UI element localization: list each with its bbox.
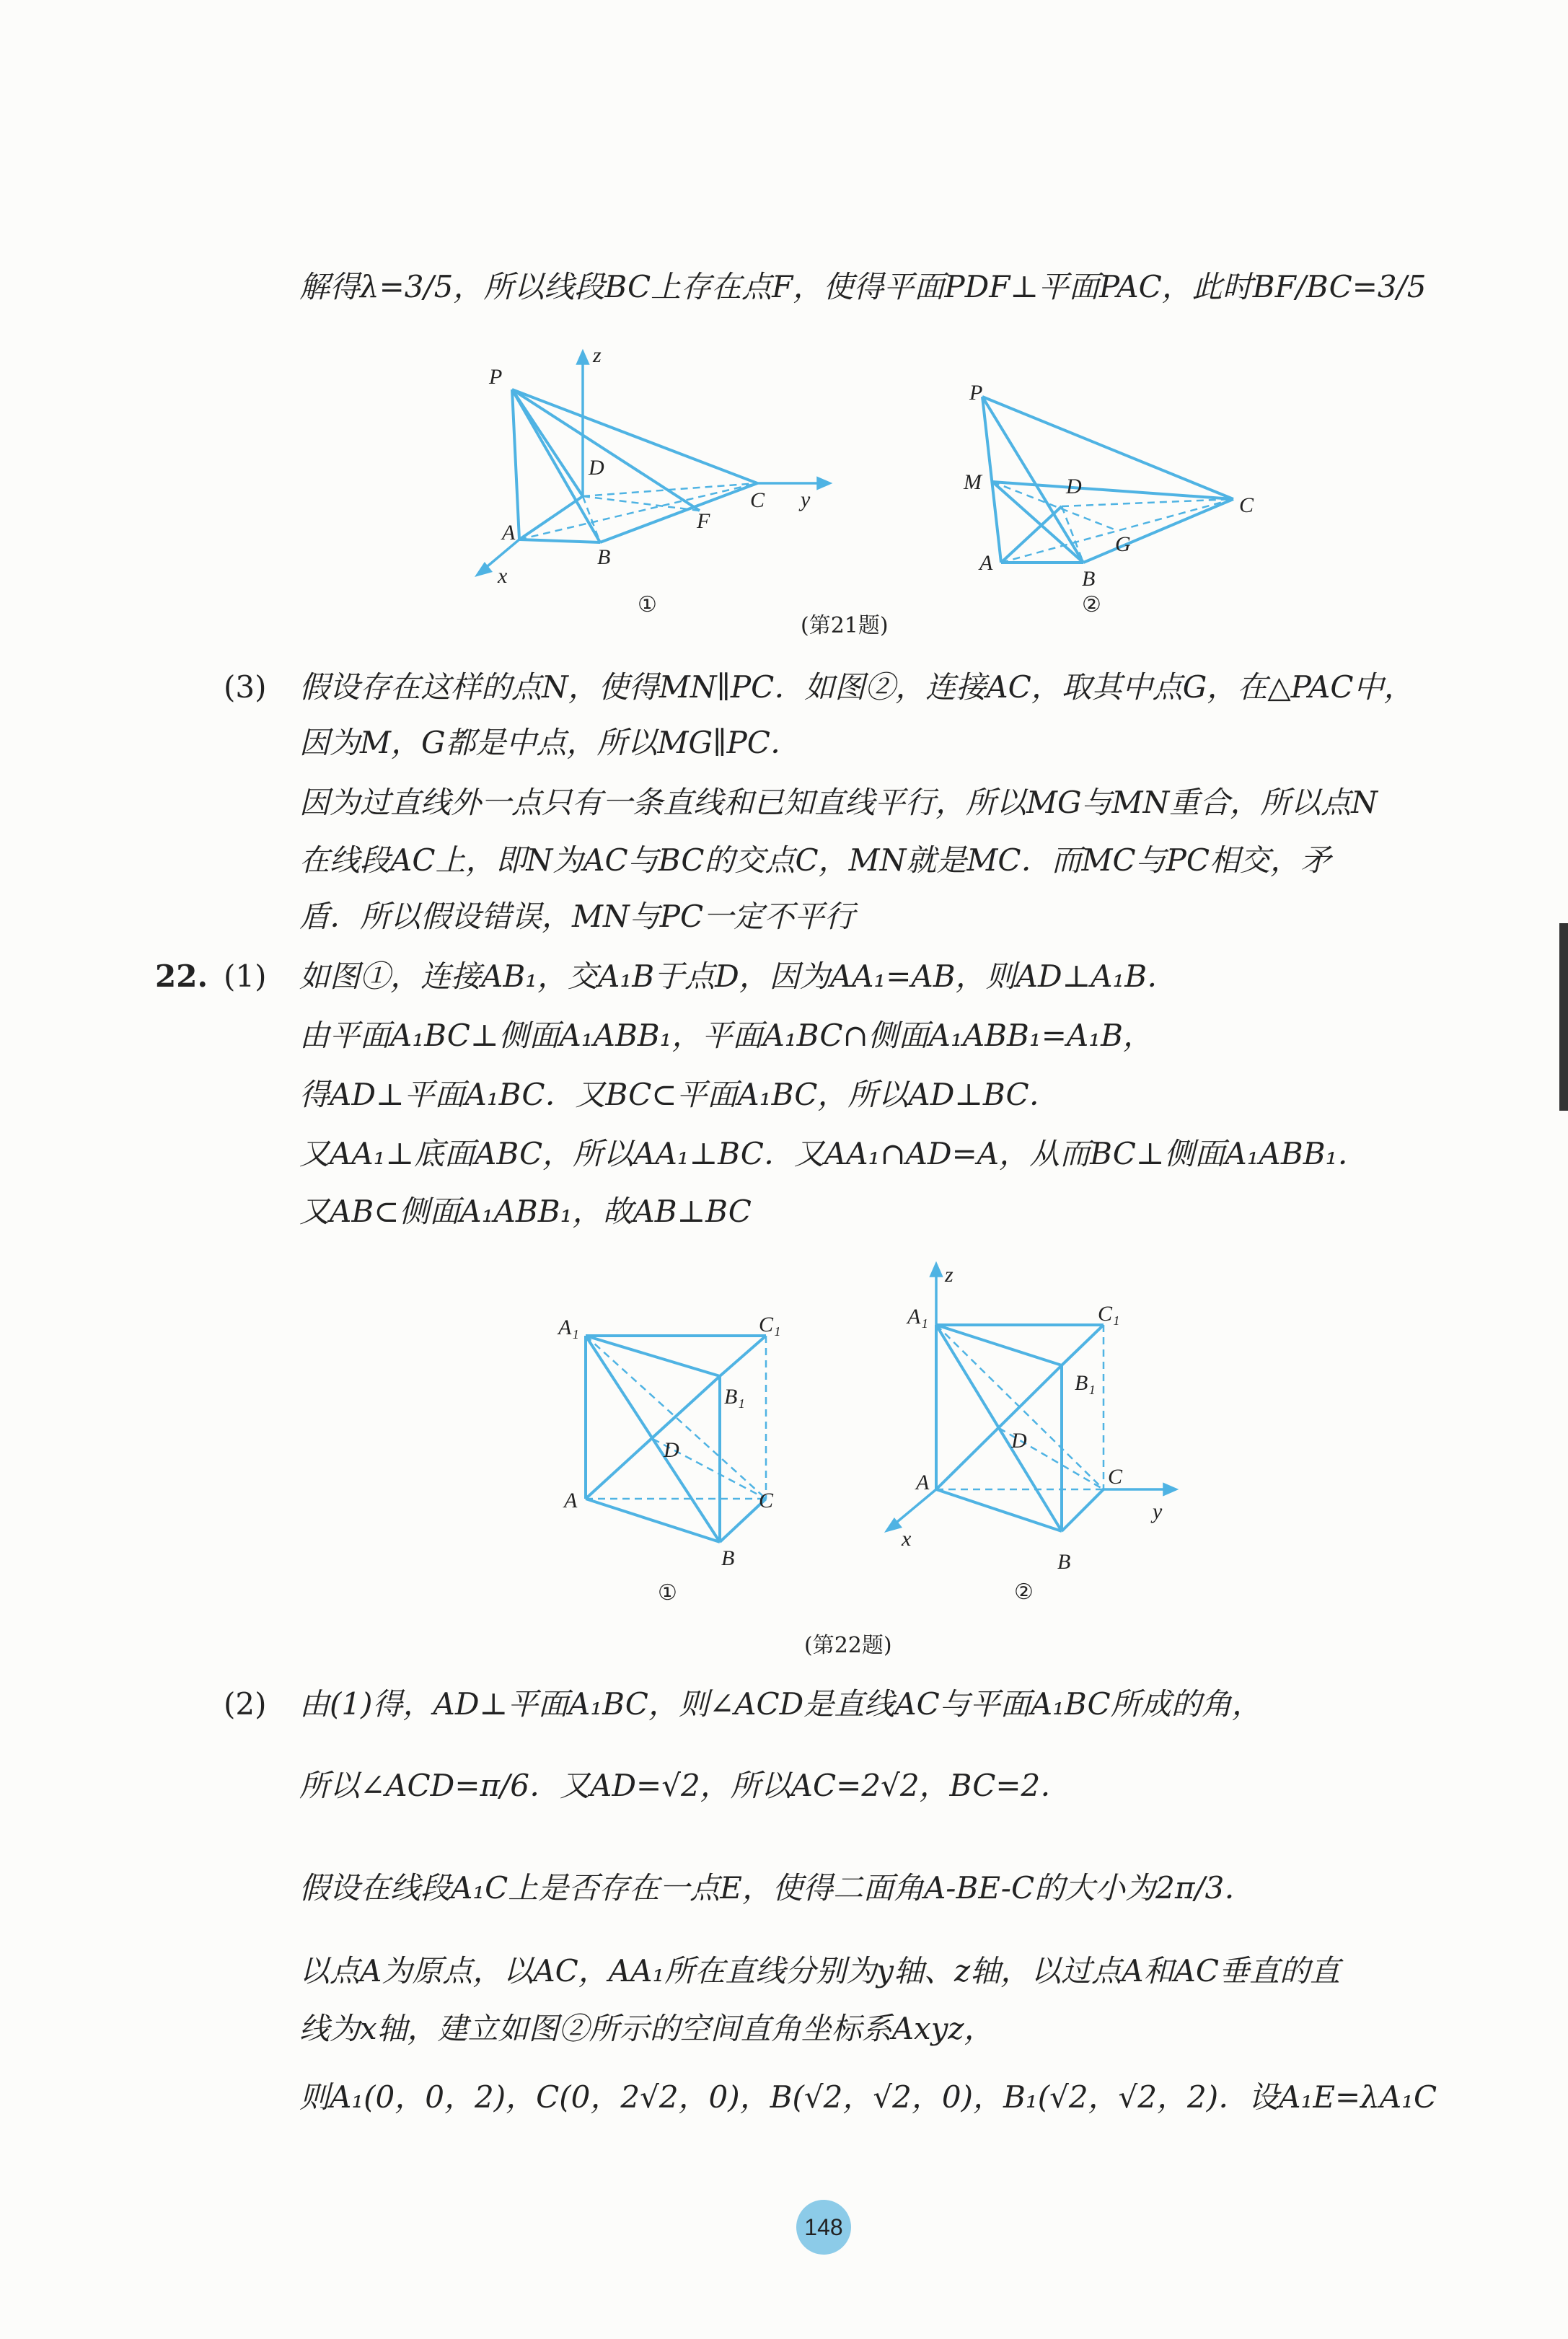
y-arrow xyxy=(1164,1484,1176,1494)
q22-p2-line-1: 由(1)得，AD⊥平面A₁BC，则∠ACD是直线AC与平面A₁BC所成的角， xyxy=(299,1686,1262,1722)
label-a: A xyxy=(916,1471,930,1494)
page-number: 148 xyxy=(796,2200,851,2255)
label-c1: C₁ xyxy=(759,1313,781,1336)
figure-marker: ① xyxy=(658,1580,677,1605)
q22-figure-2 xyxy=(873,1251,1204,1612)
figure-marker: ② xyxy=(1014,1580,1034,1605)
label-z: z xyxy=(593,343,602,367)
q22-p1-line-1: 如图①，连接AB₁，交A₁B于点D，因为AA₁=AB，则AD⊥A₁B． xyxy=(299,959,1178,994)
edge-a1b1 xyxy=(586,1336,720,1376)
y-arrow xyxy=(818,478,829,488)
label-a: A xyxy=(502,521,516,545)
q21-p3-line-1: 假设存在这样的点N，使得MN∥PC．如图②，连接AC，取其中点G，在△PAC中， xyxy=(299,669,1414,705)
edge-ab xyxy=(586,1499,720,1542)
label-c: C xyxy=(1108,1465,1123,1489)
label-x: x xyxy=(902,1527,912,1551)
z-arrow xyxy=(578,352,588,364)
edge-pd xyxy=(512,389,583,496)
label-b: B xyxy=(1057,1550,1071,1574)
figure-marker: ① xyxy=(638,592,657,617)
q21-p3-line-3: 因为过直线外一点只有一条直线和已知直线平行，所以MG与MN重合，所以点N xyxy=(299,785,1378,820)
z-arrow xyxy=(931,1264,941,1276)
label-d: D xyxy=(664,1438,679,1462)
label-p: P xyxy=(489,365,503,389)
label-b: B xyxy=(1082,567,1096,591)
label-b1: B₁ xyxy=(1075,1371,1096,1395)
label-b1: B₁ xyxy=(724,1385,745,1409)
edge-ab1 xyxy=(586,1376,720,1499)
label-d: D xyxy=(589,456,604,480)
label-a1: A₁ xyxy=(558,1316,579,1339)
q22-p2-line-4: 以点A为原点，以AC，AA₁所在直线分别为y轴、z轴，以过点A和AC垂直的直 xyxy=(299,1953,1340,1988)
figure-marker: ② xyxy=(1082,592,1101,617)
q21-figure-2 xyxy=(945,375,1305,627)
label-a: A xyxy=(564,1489,578,1512)
label-a: A xyxy=(979,551,993,575)
q22-p1-line-4: 又AA₁⊥底面ABC，所以AA₁⊥BC．又AA₁∩AD=A，从而BC⊥侧面A₁ABB₁． xyxy=(299,1136,1368,1171)
label-c: C xyxy=(750,488,765,512)
edge-ab xyxy=(936,1489,1062,1531)
q21-figure-1 xyxy=(454,339,858,627)
label-d: D xyxy=(1011,1429,1027,1453)
q21-p2-conclusion: 解得λ=3/5，所以线段BC上存在点F，使得平面PDF⊥平面PAC，此时BF/BC=3/5 xyxy=(299,269,1427,304)
q21-p3-line-4: 在线段AC上，即N为AC与BC的交点C，MN就是MC．而MC与PC相交，矛 xyxy=(299,842,1331,878)
q22-number: 22. xyxy=(155,959,208,994)
label-b: B xyxy=(597,545,611,569)
q21-p3-label: (3) xyxy=(224,669,267,705)
q22-p2-line-2: 所以∠ACD=π/6．又AD=√2，所以AC=2√2，BC=2． xyxy=(299,1768,1071,1803)
q22-p2-line-3: 假设在线段A₁C上是否存在一点E，使得二面角A-BE-C的大小为2π/3． xyxy=(299,1870,1255,1906)
edge-ab1 xyxy=(936,1365,1062,1489)
label-c: C xyxy=(759,1489,774,1512)
q22-p1-line-2: 由平面A₁BC⊥侧面A₁ABB₁，平面A₁BC∩侧面A₁ABB₁=A₁B， xyxy=(299,1018,1153,1053)
label-d: D xyxy=(1066,475,1082,498)
edge-bc xyxy=(1083,499,1233,563)
label-b: B xyxy=(721,1546,735,1570)
label-a1: A₁ xyxy=(907,1305,928,1329)
edge-bc xyxy=(600,483,757,542)
edge-c1b1 xyxy=(720,1336,766,1376)
label-y: y xyxy=(1153,1499,1163,1523)
q21-p3-line-5: 盾．所以假设错误，MN与PC一定不平行 xyxy=(299,899,855,934)
edge-pa xyxy=(512,389,519,539)
label-g: G xyxy=(1115,532,1131,556)
edge-a1b1 xyxy=(936,1325,1062,1365)
x-axis xyxy=(893,1489,936,1525)
page-edge-shadow xyxy=(1559,923,1568,1111)
q21-figure-caption: (第21题) xyxy=(801,613,889,638)
label-f: F xyxy=(697,509,710,533)
label-m: M xyxy=(964,470,982,494)
label-c: C xyxy=(1239,493,1254,517)
q21-p3-line-2: 因为M，G都是中点，所以MG∥PC． xyxy=(299,725,801,760)
label-y: y xyxy=(801,488,811,511)
q22-p2-line-5: 线为x轴，建立如图②所示的空间直角坐标系Axyz， xyxy=(299,2011,995,2046)
q22-p2-label: (2) xyxy=(224,1686,267,1722)
label-c1: C₁ xyxy=(1098,1302,1120,1326)
label-p: P xyxy=(969,381,983,405)
edge-c1b1 xyxy=(1062,1325,1104,1365)
edge-pb xyxy=(512,389,600,542)
edge-ab xyxy=(519,539,600,542)
q22-p2-line-6: 则A₁(0，0，2)，C(0，2√2，0)，B(√2，√2，0)，B₁(√2，√2，2)．设A₁E=λA₁C xyxy=(299,2079,1437,2115)
q22-figure-caption: (第22题) xyxy=(804,1633,892,1658)
edge-ad xyxy=(519,496,583,539)
edge-bc xyxy=(1062,1489,1104,1531)
q22-p1-label: (1) xyxy=(224,959,267,994)
label-x: x xyxy=(498,564,508,588)
q22-p1-line-3: 得AD⊥平面A₁BC．又BC⊂平面A₁BC，所以AD⊥BC． xyxy=(299,1077,1060,1112)
label-z: z xyxy=(945,1263,953,1287)
q22-figure-1 xyxy=(541,1298,829,1616)
q22-p1-line-5: 又AB⊂侧面A₁ABB₁，故AB⊥BC xyxy=(299,1194,752,1229)
